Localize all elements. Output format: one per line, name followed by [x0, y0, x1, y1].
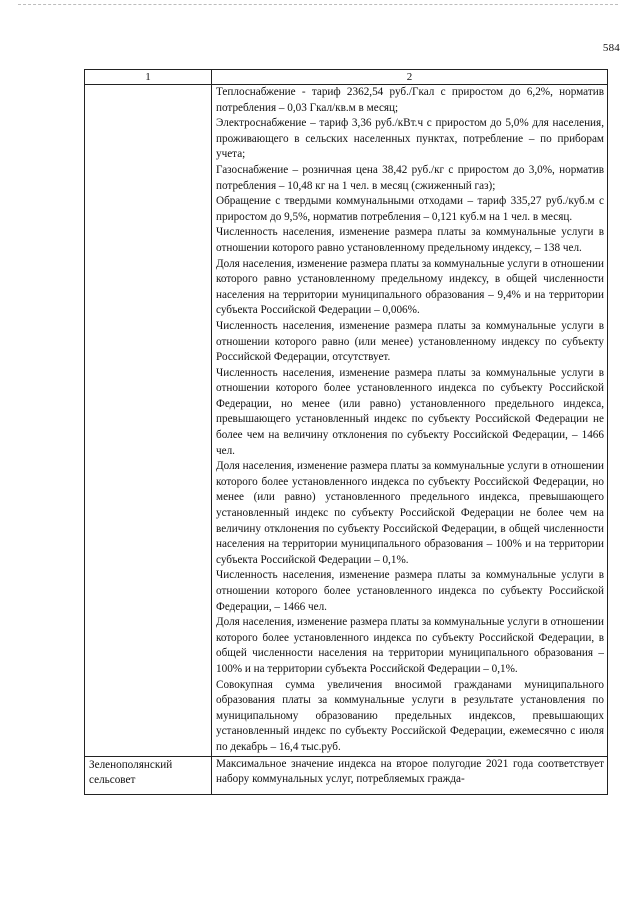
table-header-row — [85, 70, 608, 85]
paragraph-population-equal-limit: Численность населения, изменение размера платы за коммунальные услуги в отношении которого равно установленному предельному индексу, – 138 чел. — [216, 226, 604, 254]
indicators-cell — [212, 85, 608, 757]
page-number: 584 — [602, 42, 620, 54]
paragraph-max-index: Максимальное значение индекса на второе полугодие 2021 года соответствует набору коммунальных услуг, потребляемых гражда- — [216, 757, 604, 786]
column-header-2: 2 — [212, 70, 608, 85]
municipality-cell: Зеленополянский сельсовет — [85, 756, 212, 794]
paragraph-total-increase: Совокупная сумма увеличения вносимой гражданами муниципального образования платы за коммунальные услуги в результате установления по муниципальному образованию предельных индексов, превышающих установленный индекс по субъекту Российской Федерации, ежемесячно с июля по декабрь – 16,4 тыс.руб. — [216, 678, 604, 753]
paragraph-population-below-index: Численность населения, изменение размера платы за коммунальные услуги в отношении которого равно (или менее) установленному индексу по субъекту Российской Федерации, отсутствует. — [216, 319, 604, 364]
paragraph-electricity: Электроснабжение – тариф 3,36 руб./кВт.ч с приростом до 5,0% для населения, проживающего в сельских населенных пунктах, потребление – по приборам учета; — [216, 117, 604, 161]
paragraph-population-above-index: Численность населения, изменение размера платы за коммунальные услуги в отношении которого более установленного индекса по субъекту Российской Федерации, – 1466 чел. — [216, 569, 604, 613]
paragraph-heat-supply: Теплоснабжение - тариф 2362,54 руб./Гкал с приростом до 6,2%, норматив потребления – 0,03 Гкал/кв.м в месяц; — [216, 86, 604, 114]
municipal-index-table — [84, 69, 608, 795]
paragraph-gas-supply: Газоснабжение – розничная цена 38,42 руб./кг с приростом до 3,0%, норматив потребления – 10,48 кг на 1 чел. в месяц (сжиженный газ); — [216, 163, 604, 192]
column-header-1: 1 — [85, 70, 212, 85]
indicators-cell — [212, 756, 608, 794]
paragraph-share-above-index: Доля населения, изменение размера платы за коммунальные услуги в отношении которого более установленного индекса по субъекту Российской Федерации, в общей численности населения на территории муниципального образования – 100% и на территории субъекта Российской Федерации – 0,1%. — [216, 616, 604, 675]
paragraph-share-equal-limit: Доля населения, изменение размера платы за коммунальные услуги в отношении которого равно установленному предельному индексу, в общей численности населения на территории муниципального образования – 9,4% и на территории субъекта Российской Федерации – 0,006%. — [216, 257, 604, 317]
table-row — [85, 756, 608, 794]
paragraph-share-within-deviation: Доля населения, изменение размера платы за коммунальные услуги в отношении которого более установленного индекса по субъекту Российской Федерации, но менее (или равно) установленного предельного индекса, превышающего установленный индекс по субъекту Российской Федерации не более чем на величину отклонения по субъекту Российской Федерации, в общей численности населения на территории муниципального образования – 100% и на территории субъекта Российской Федерации – 0,1%. — [216, 460, 604, 566]
paragraph-population-within-deviation: Численность населения, изменение размера платы за коммунальные услуги в отношении которого более установленного индекса по субъекту Российской Федерации, но менее (или равно) установленного предельного индекса, превышающего установленный индекс по субъекту Российской Федерации не более чем на величину отклонения по субъекту Российской Федерации, – 1466 чел. — [216, 366, 604, 457]
scan-edge-line — [18, 4, 618, 5]
municipality-cell — [85, 85, 212, 757]
table-row — [85, 85, 608, 757]
paragraph-solid-waste: Обращение с твердыми коммунальными отходами – тариф 335,27 руб./куб.м с приростом до 9,5%, норматив потребления – 0,121 куб.м на 1 чел. в месяц. — [216, 195, 604, 223]
